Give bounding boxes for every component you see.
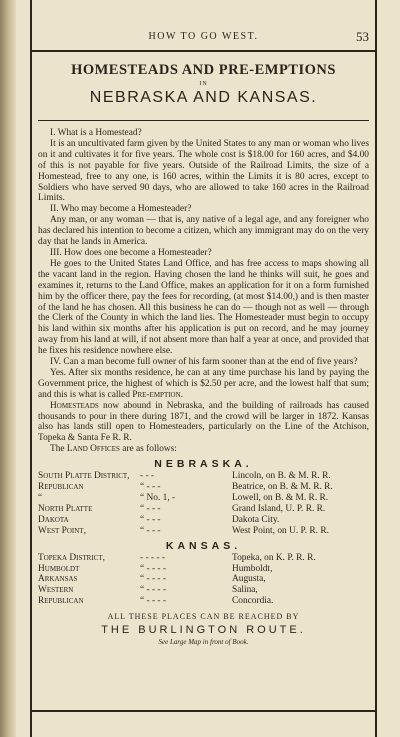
land-office-location: Dakota City. [232,514,280,525]
header-rule [30,50,377,52]
land-office-name: Arkansas [38,574,78,585]
land-office-mid: “ - - - [140,525,161,536]
land-office-name: Dakota [38,514,69,525]
land-office-name: “ [38,493,43,503]
land-office-mid: “ No. 1, - [140,493,176,503]
answer-4-text: Yes. After six months residence, he can at any time purchase his land by paying the Government price, the highest of which is $2.50 per acre, and the lowest half that sum; and this is what is called [38,367,369,400]
land-office-row [38,553,369,564]
paragraph-homesteads [38,401,369,445]
answer-1: It is an uncultivated farm given by the United States to any man or woman who lives on it and cultivates it for five years. The whole cost is $18.00 for 160 acres, and $4.00 of this is not payable for five years. Outside of the Railroad Limits, the size of a Homestead, free to any one, is 160 acres, within the Limits it is 80 acres, except to Soldiers who have served 90 days, who are allowed to take 160 acres in the Railroad Limits. [38,138,369,204]
kansas-office-list [38,553,369,608]
section-subtitle: NEBRASKA AND KANSAS. [89,89,318,106]
land-office-row [38,482,369,493]
land-office-row [38,493,369,504]
question-3: III. How does one become a Homesteader? [50,247,212,258]
homesteads-lead: Homesteads [50,400,99,411]
land-office-location: Lowell, on B. & M. R. R. [232,493,329,503]
land-office-location: Lincoln, on B. & M. R. R. [232,471,331,482]
land-office-mid: - - - - - [140,552,165,563]
land-office-mid: “ - - - - [140,585,167,596]
land-office-row [38,504,369,515]
land-office-location: Augusta, [232,574,266,585]
pre-emption-term: Pre-emption. [132,389,184,400]
land-office-name: Humboldt [38,563,80,574]
land-office-mid: - - - [140,471,155,482]
land-offices-post: are as follows: [122,444,177,455]
land-office-mid: “ - - - [140,514,161,525]
land-office-location: Salina, [232,585,258,596]
land-office-row [38,585,369,596]
running-header [30,31,377,47]
land-office-name: West Point, [38,525,86,536]
answer-4 [38,368,369,401]
land-office-location: Concordia. [232,596,274,607]
land-office-row [38,471,369,482]
right-border-rule [375,0,377,737]
route-name: THE BURLINGTON ROUTE. [101,624,306,637]
footer-rule [30,710,377,712]
land-office-mid: “ - - - - [140,596,167,607]
nebraska-heading: NEBRASKA. [154,458,253,471]
question-2: II. Who may become a Homesteader? [50,204,192,215]
land-office-location: Humboldt, [232,563,273,574]
question-4: IV. Can a man become full owner of his farm sooner than at the end of five years? [50,357,358,368]
section-title: HOMESTEADS AND PRE-EMPTIONS [71,62,336,78]
title-rule [38,120,369,121]
kansas-heading: KANSAS. [165,539,242,552]
land-office-row [38,574,369,585]
land-office-name: Republican [38,482,84,493]
left-border-rule [30,0,32,737]
reach-notice: ALL THESE PLACES CAN BE REACHED BY [107,612,300,622]
land-office-location: Grand Island, U. P. R. R. [232,503,326,514]
land-office-location: West Point, on U. P. R. R. [232,525,329,536]
nebraska-office-list [38,471,369,536]
paragraph-land-offices [38,444,369,455]
article-body [38,128,369,455]
land-offices-pre: The [50,444,65,455]
land-office-row [38,526,369,537]
land-office-name: North Platte [38,503,93,514]
land-office-name: Republican [38,596,84,607]
land-office-row [38,564,369,575]
page-content [38,62,369,646]
question-1: I. What is a Homestead? [50,128,142,138]
land-office-mid: “ - - - - [140,574,167,585]
land-office-name: Western [38,585,74,596]
land-office-location: Topeka, on K. P. R. R. [232,552,316,563]
land-office-row [38,515,369,526]
land-office-row [38,596,369,607]
section-title-connector: IN [199,81,208,87]
book-spine-shadow [0,0,16,737]
land-office-mid: “ - - - - [140,563,167,574]
page-number: 53 [356,29,369,44]
running-title: HOW TO GO WEST. [148,31,259,42]
land-office-name: Topeka District, [38,552,105,563]
homesteads-text: now abound in Nebraska, and the building of railroads has caused thousands to pour in there during 1871, and the crowd will be larger in 1872. Kansas also has lands still open to Homesteaders, particularly on the Line of the Atchison, Topeka & Santa Fe R. R. [38,400,369,444]
land-offices-term: Land Offices [66,444,120,455]
land-office-location: Beatrice, on B. & M. R. R. [232,482,333,493]
answer-2: Any man, or any woman — that is, any native of a legal age, and any foreigner who has declared his intention to become a citizen, which any immigrant may do on the very day that he lands in America. [38,215,369,248]
land-office-name: South Platte District, [38,471,130,482]
land-office-mid: “ - - - [140,482,161,493]
answer-3: He goes to the United States Land Office, and has free access to maps showing all the vacant land in the region. Having chosen the land he thinks will suit, he goes and examines it, returns to the Land Office, makes an application for it on a form furnished him by the officer there, pay the fees for recording, (at most $14.00,) and is then master of the land he has chosen. All this business he can do — though not as well — through the Clerk of the County in which the land lies. The Homesteader must begin to occupy his land within six months after his application is put on record, and he may journey away from his land at will, if not absent more than half a year at once, and provided that he fixes his residence nowhere else. [38,258,369,357]
see-map-note: See Large Map in front of Book. [158,638,249,647]
land-office-mid: “ - - - [140,503,161,514]
